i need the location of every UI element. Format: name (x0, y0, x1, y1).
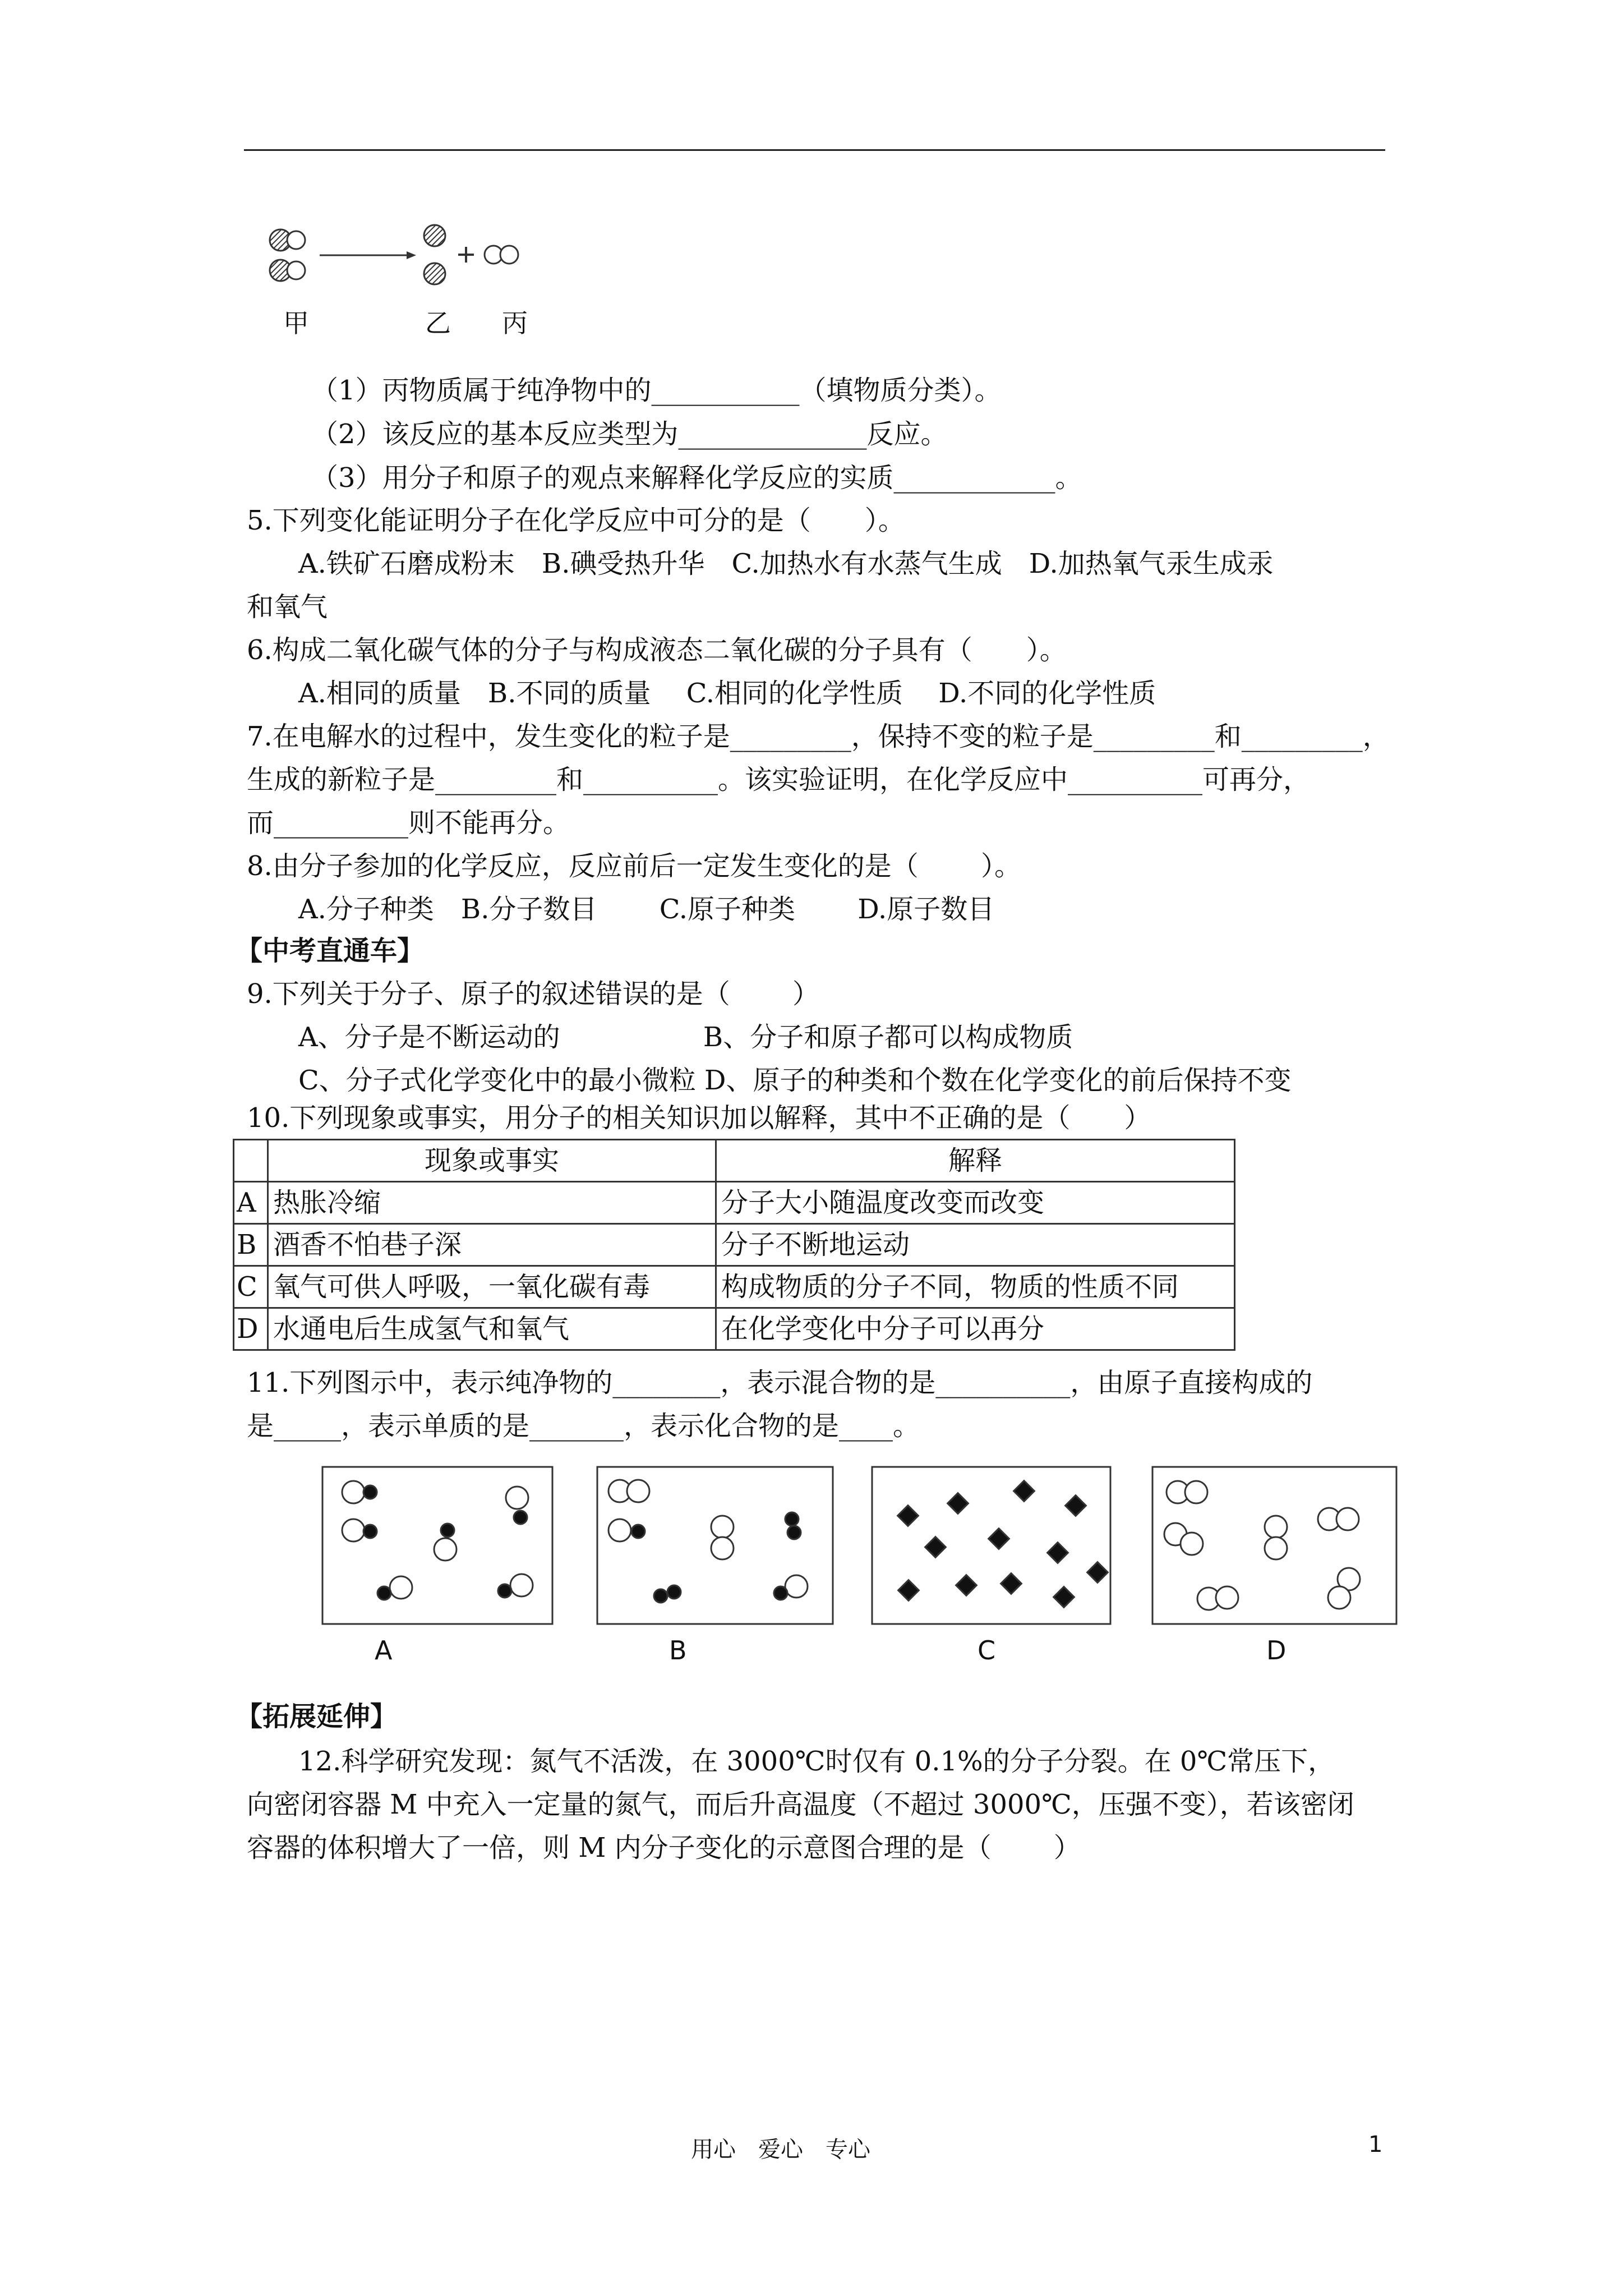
q8-options: A.分子种类 B.分子数目 C.原子种类 D.原子数目 (298, 894, 995, 925)
page-number: 1 (1368, 2132, 1383, 2157)
q5-stem: 5.下列变化能证明分子在化学反应中可分的是（ ）。 (247, 505, 905, 536)
table-cell: 分子大小随温度改变而改变 (716, 1182, 1235, 1224)
section-tuozhan: 【拓展延伸】 (236, 1701, 398, 1732)
q7-line-3: 而__________则不能再分。 (247, 807, 570, 839)
table-cell: 构成物质的分子不同，物质的性质不同 (716, 1266, 1235, 1308)
reaction-diagram (264, 219, 555, 292)
table-header-cell: 解释 (716, 1140, 1235, 1182)
reactant-molecule-1 (270, 229, 305, 251)
q10-stem: 10.下列现象或事实，用分子的相关知识加以解释，其中不正确的是（ ） (247, 1102, 1151, 1134)
q12-line-1: 12.科学研究发现：氮气不活泼，在 3000℃时仅有 0.1%的分子分裂。在 0℃常压下， (298, 1746, 1335, 1777)
q7-line-2: 生成的新粒子是_________和__________。该实验证明，在化学反应中__________可再分， (247, 764, 1311, 795)
q6-stem: 6.构成二氧化碳气体的分子与构成液态二氧化碳的分子具有（ ）。 (247, 634, 1067, 666)
box-label-a: A (375, 1635, 393, 1665)
q10-table (233, 1139, 1235, 1351)
table-cell: A (234, 1182, 268, 1224)
table-cell: 在化学变化中分子可以再分 (716, 1308, 1235, 1350)
q4-part-3: （3）用分子和原子的观点来解释化学反应的实质____________。 (311, 462, 1082, 494)
product-molecule (485, 246, 518, 264)
reactant-molecule-2 (270, 260, 305, 281)
header-rule (244, 149, 1385, 151)
table-cell: B (234, 1224, 268, 1266)
particle-diagrams (314, 1464, 1408, 1644)
q6-options: A.相同的质量 B.不同的质量 C.相同的化学性质 D.不同的化学性质 (298, 678, 1156, 709)
table-row (234, 1182, 1235, 1224)
table-header-cell (234, 1140, 268, 1182)
q5-options: A.铁矿石磨成粉末 B.碘受热升华 C.加热水有水蒸气生成 D.加热氧气汞生成汞 (298, 548, 1274, 579)
table-row (234, 1224, 1235, 1266)
reaction-arrow (320, 251, 416, 259)
table-cell: 水通电后生成氢气和氧气 (268, 1308, 716, 1350)
box-label-b: B (669, 1635, 687, 1665)
label-yi: 乙 (425, 308, 451, 338)
table-cell: C (234, 1266, 268, 1308)
table-header-row (234, 1140, 1235, 1182)
label-bing: 丙 (502, 308, 528, 338)
label-jia: 甲 (283, 308, 309, 338)
box-label-d: D (1266, 1635, 1287, 1665)
table-cell: D (234, 1308, 268, 1350)
table-header-cell: 现象或事实 (268, 1140, 716, 1182)
q4-part-2: （2）该反应的基本反应类型为______________反应。 (311, 418, 948, 450)
table-cell: 热胀冷缩 (268, 1182, 716, 1224)
q9-options-1: A、分子是不断运动的 B、分子和原子都可以构成物质 (298, 1022, 1073, 1053)
q8-stem: 8.由分子参加的化学反应，反应前后一定发生变化的是（ ）。 (247, 850, 1022, 882)
q9-stem: 9.下列关于分子、原子的叙述错误的是（ ） (247, 978, 820, 1010)
table-cell: 氧气可供人呼吸，一氧化碳有毒 (268, 1266, 716, 1308)
q12-line-2: 向密闭容器 M 中充入一定量的氮气，而后升高温度（不超过 3000℃，压强不变），若该密闭 (247, 1789, 1354, 1820)
q11-line-1: 11.下列图示中，表示纯净物的________，表示混合物的是__________，由原子直接构成的 (247, 1367, 1313, 1398)
plus-sign (458, 247, 474, 263)
box-label-c: C (978, 1635, 996, 1665)
table-cell: 分子不断地运动 (716, 1224, 1235, 1266)
table-row (234, 1266, 1235, 1308)
q5-options-cont: 和氧气 (247, 591, 328, 623)
table-row (234, 1308, 1235, 1350)
q12-line-3: 容器的体积增大了一倍，则 M 内分子变化的示意图合理的是（ ） (247, 1832, 1081, 1864)
q7-line-1: 7.在电解水的过程中，发生变化的粒子是_________，保持不变的粒子是_________和_________， (247, 721, 1390, 752)
q9-options-2: C、分子式化学变化中的最小微粒 D、原子的种类和个数在化学变化的前后保持不变 (298, 1065, 1292, 1096)
footer-motto: 用心 爱心 专心 (691, 2137, 870, 2162)
section-zhongkao: 【中考直通车】 (236, 935, 425, 967)
product-atoms (424, 225, 445, 284)
table-cell: 酒香不怕巷子深 (268, 1224, 716, 1266)
q11-line-2: 是_____，表示单质的是_______，表示化合物的是____。 (247, 1410, 920, 1442)
q4-part-1: （1）丙物质属于纯净物中的___________（填物质分类）。 (311, 375, 1002, 406)
